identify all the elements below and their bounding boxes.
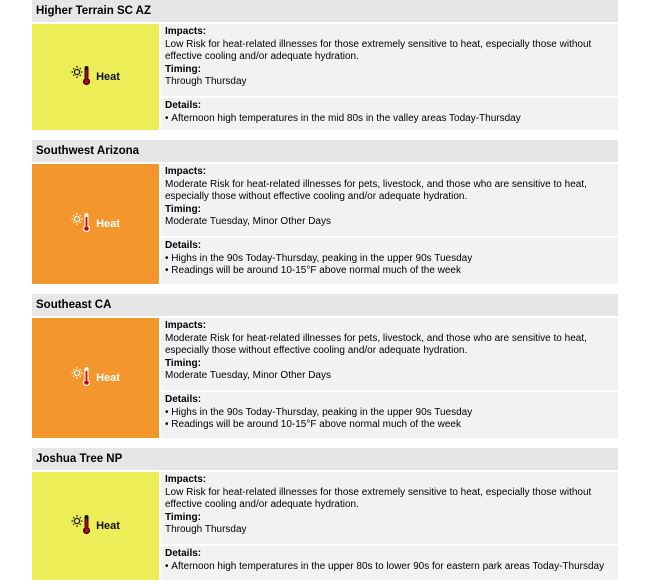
hazard-badge xyxy=(71,364,120,393)
region-title: Higher Terrain SC AZ xyxy=(32,0,618,22)
hazard-label: Heat xyxy=(96,520,120,532)
hazard-label: Heat xyxy=(96,372,120,384)
timing-label: Timing: xyxy=(165,357,201,369)
hazard-badge xyxy=(71,63,120,92)
region-card xyxy=(32,448,618,580)
details-label: Details: xyxy=(165,548,202,559)
region-title: Joshua Tree NP xyxy=(32,448,618,470)
details-list xyxy=(165,561,614,574)
heat-icon xyxy=(71,63,93,92)
region-title: Southeast CA xyxy=(32,294,618,316)
region-card xyxy=(32,294,618,438)
region-card xyxy=(32,0,618,130)
details-list xyxy=(165,407,614,432)
details-list xyxy=(165,253,614,278)
risk-level-box xyxy=(32,24,159,130)
impacts-panel xyxy=(161,472,618,544)
timing-text: Through Thursday xyxy=(165,76,247,88)
impacts-label: Impacts: xyxy=(165,26,207,37)
details-panel xyxy=(161,392,618,438)
details-item: • Highs in the 90s Today-Thursday, peaking in the upper 90s Tuesday xyxy=(165,407,614,420)
details-panel xyxy=(161,546,618,580)
details-item: • Afternoon high temperatures in the mid 80s in the valley areas Today-Thursday xyxy=(165,113,614,126)
details-panel xyxy=(161,98,618,130)
details-item: • Readings will be around 10-15°F above normal much of the week xyxy=(165,265,614,278)
impacts-text: Moderate Risk for heat-related illnesses for pets, livestock, and those who are sensitive to heat, especially those without effective cooling and/or adequate hydration. xyxy=(165,332,587,357)
impacts-text: Moderate Risk for heat-related illnesses for pets, livestock, and those who are sensitive to heat, especially those without effective cooling and/or adequate hydration. xyxy=(165,178,587,203)
heat-icon xyxy=(71,512,93,541)
impacts-label: Impacts: xyxy=(165,474,207,485)
impacts-panel xyxy=(161,24,618,96)
details-item: • Readings will be around 10-15°F above normal much of the week xyxy=(165,419,614,432)
hazard-badge xyxy=(71,210,120,239)
timing-text: Moderate Tuesday, Minor Other Days xyxy=(165,370,331,382)
impacts-panel xyxy=(161,164,618,236)
hazard-badge xyxy=(71,512,120,541)
hazard-label: Heat xyxy=(96,218,120,230)
details-list xyxy=(165,113,614,126)
details-label: Details: xyxy=(165,100,202,111)
impacts-text: Low Risk for heat-related illnesses for those extremely sensitive to heat, especially those without effective cooling and/or adequate hydration. xyxy=(165,38,592,63)
impacts-label: Impacts: xyxy=(165,320,207,331)
region-title: Southwest Arizona xyxy=(32,140,618,162)
timing-text: Through Thursday xyxy=(165,524,247,536)
details-panel xyxy=(161,238,618,284)
info-column xyxy=(161,24,618,130)
heat-icon xyxy=(71,364,93,393)
details-item: • Afternoon high temperatures in the upper 80s to lower 90s for eastern park areas Today-Thursday xyxy=(165,561,614,574)
timing-label: Timing: xyxy=(165,511,201,523)
timing-label: Timing: xyxy=(165,203,201,215)
impacts-text: Low Risk for heat-related illnesses for those extremely sensitive to heat, especially those without effective cooling and/or adequate hydration. xyxy=(165,486,592,511)
impacts-panel xyxy=(161,318,618,390)
risk-level-box xyxy=(32,164,159,284)
region-card xyxy=(32,140,618,284)
details-item: • Highs in the 90s Today-Thursday, peaking in the upper 90s Tuesday xyxy=(165,253,614,266)
risk-level-box xyxy=(32,318,159,438)
timing-text: Moderate Tuesday, Minor Other Days xyxy=(165,216,331,228)
timing-label: Timing: xyxy=(165,63,201,75)
details-label: Details: xyxy=(165,394,202,405)
info-column xyxy=(161,472,618,580)
heat-icon xyxy=(71,210,93,239)
risk-level-box xyxy=(32,472,159,580)
details-label: Details: xyxy=(165,240,202,251)
info-column xyxy=(161,318,618,438)
impacts-label: Impacts: xyxy=(165,166,207,177)
info-column xyxy=(161,164,618,284)
hazard-label: Heat xyxy=(96,71,120,83)
